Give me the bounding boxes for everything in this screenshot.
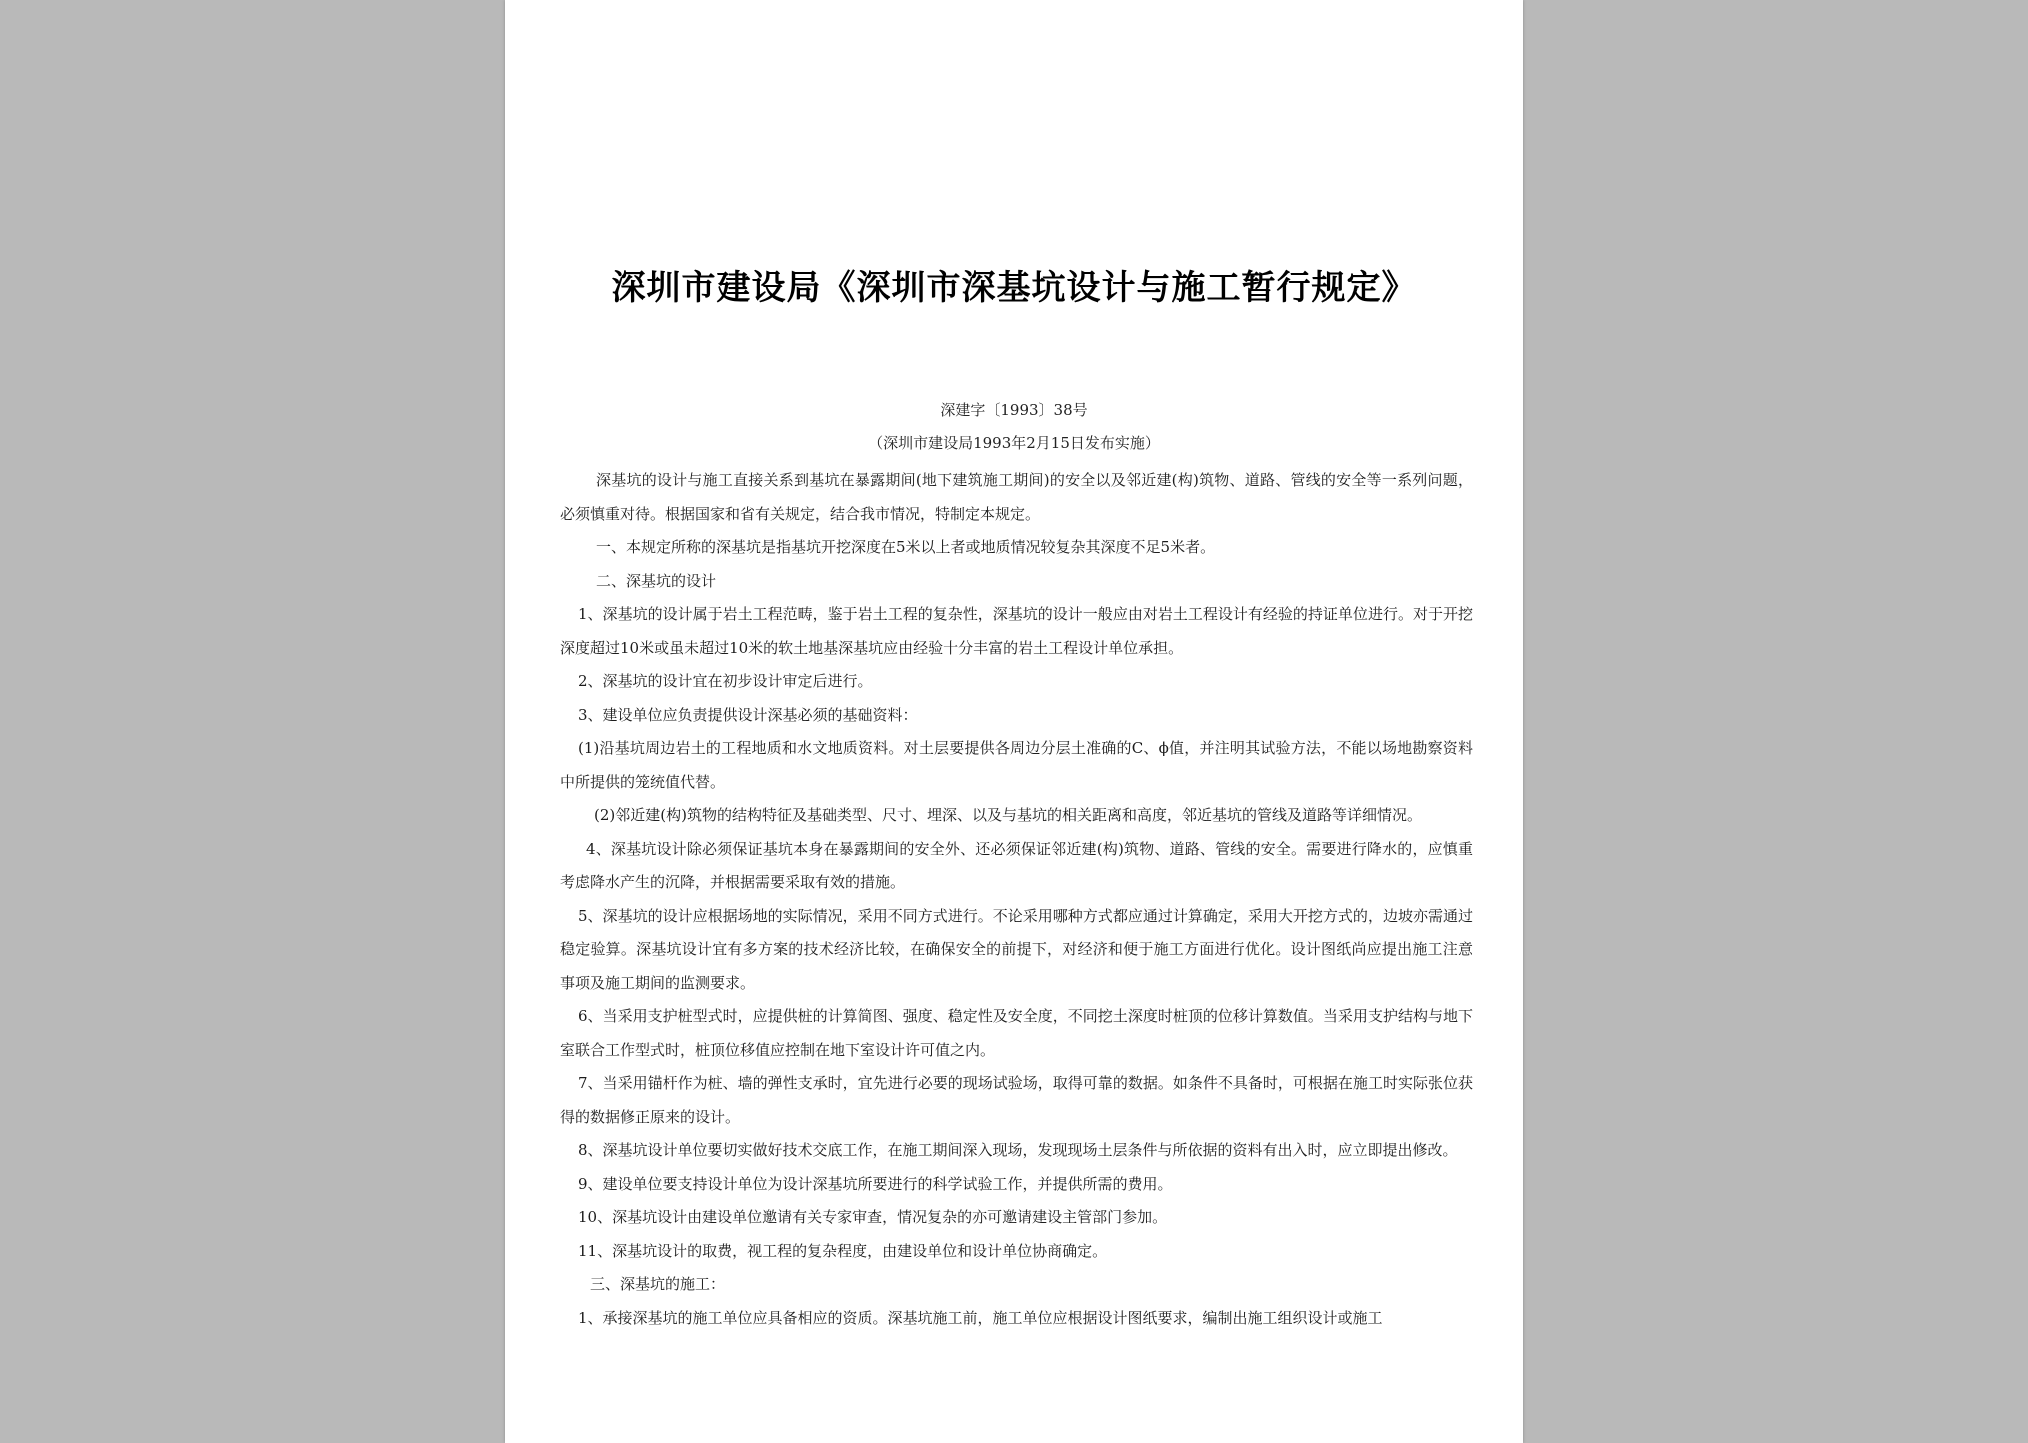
clause-paragraph: 7、当采用锚杆作为桩、墙的弹性支承时，宜先进行必要的现场试验场，取得可靠的数据。如条件不具备时，可根据在施工时实际张位获得的数据修正原来的设计。	[560, 1074, 1473, 1126]
document-page	[505, 0, 1523, 1443]
preamble-paragraph: 深基坑的设计与施工直接关系到基坑在暴露期间(地下建筑施工期间)的安全以及邻近建(构)筑物、道路、管线的安全等一系列问题，必须慎重对待。根据国家和省有关规定，结合我市情况，特制定本规定。	[560, 471, 1473, 523]
section-2-heading: 二、深基坑的设计	[596, 571, 717, 590]
clause-paragraph: 10、深基坑设计由建设单位邀请有关专家审查，情况复杂的亦可邀请建设主管部门参加。	[578, 1208, 1168, 1226]
clause-paragraph: 6、当采用支护桩型式时，应提供桩的计算简图、强度、稳定性及安全度，不同挖土深度时桩顶的位移计算数值。当采用支护结构与地下室联合工作型式时，桩顶位移值应控制在地下室设计许可值之内。	[560, 1007, 1473, 1059]
clause-paragraph: 4、深基坑设计除必须保证基坑本身在暴露期间的安全外、还必须保证邻近建(构)筑物、道路、管线的安全。需要进行降水的，应慎重考虑降水产生的沉降，并根据需要采取有效的措施。	[560, 839, 1473, 891]
document-body	[560, 464, 1473, 1335]
document-title: 深圳市建设局《深圳市深基坑设计与施工暂行规定》	[611, 268, 1417, 308]
clause-paragraph: 1、深基坑的设计属于岩土工程范畴，鉴于岩土工程的复杂性，深基坑的设计一般应由对岩土工程设计有经验的持证单位进行。对于开挖深度超过10米或虽未超过10米的软土地基深基坑应由经验十分丰富的岩土工程设计单位承担。	[560, 605, 1473, 657]
clause-paragraph: 9、建设单位要支持设计单位为设计深基坑所要进行的科学试验工作，并提供所需的费用。	[578, 1174, 1173, 1193]
clause-paragraph: 1、承接深基坑的施工单位应具备相应的资质。深基坑施工前，施工单位应根据设计图纸要求，编制出施工组织设计或施工	[578, 1308, 1383, 1327]
clause-paragraph: 8、深基坑设计单位要切实做好技术交底工作，在施工期间深入现场，发现现场土层条件与所依据的资料有出入时，应立即提出修改。	[578, 1141, 1458, 1159]
clause-paragraph: 11、深基坑设计的取费，视工程的复杂程度，由建设单位和设计单位协商确定。	[578, 1241, 1108, 1260]
document-number: 深建字〔1993〕38号	[940, 401, 1088, 419]
clause-paragraph: 5、深基坑的设计应根据场地的实际情况，采用不同方式进行。不论采用哪种方式都应通过计算确定，采用大开挖方式的，边坡亦需通过稳定验算。深基坑设计宜有多方案的技术经济比较，在确保安全的前提下，对经济和便于施工方面进行优化。设计图纸尚应提出施工注意事项及施工期间的监测要求。	[560, 906, 1473, 992]
subclause-paragraph: (2)邻近建(构)筑物的结构特征及基础类型、尺寸、埋深、以及与基坑的相关距离和高度，邻近基坑的管线及道路等详细情况。	[594, 806, 1422, 824]
section-1-paragraph: 一、本规定所称的深基坑是指基坑开挖深度在5米以上者或地质情况较复杂其深度不足5米者。	[596, 538, 1216, 556]
clause-paragraph: 2、深基坑的设计宜在初步设计审定后进行。	[578, 672, 873, 690]
section-3-heading: 三、深基坑的施工：	[590, 1275, 726, 1293]
subclause-paragraph: (1)沿基坑周边岩土的工程地质和水文地质资料。对土层要提供各周边分层土准确的C、ϕ值，并注明其试验方法，不能以场地勘察资料中所提供的笼统值代替。	[560, 739, 1473, 791]
issue-note: （深圳市建设局1993年2月15日发布实施）	[868, 434, 1160, 452]
clause-paragraph: 3、建设单位应负责提供设计深基必须的基础资料：	[578, 705, 918, 724]
